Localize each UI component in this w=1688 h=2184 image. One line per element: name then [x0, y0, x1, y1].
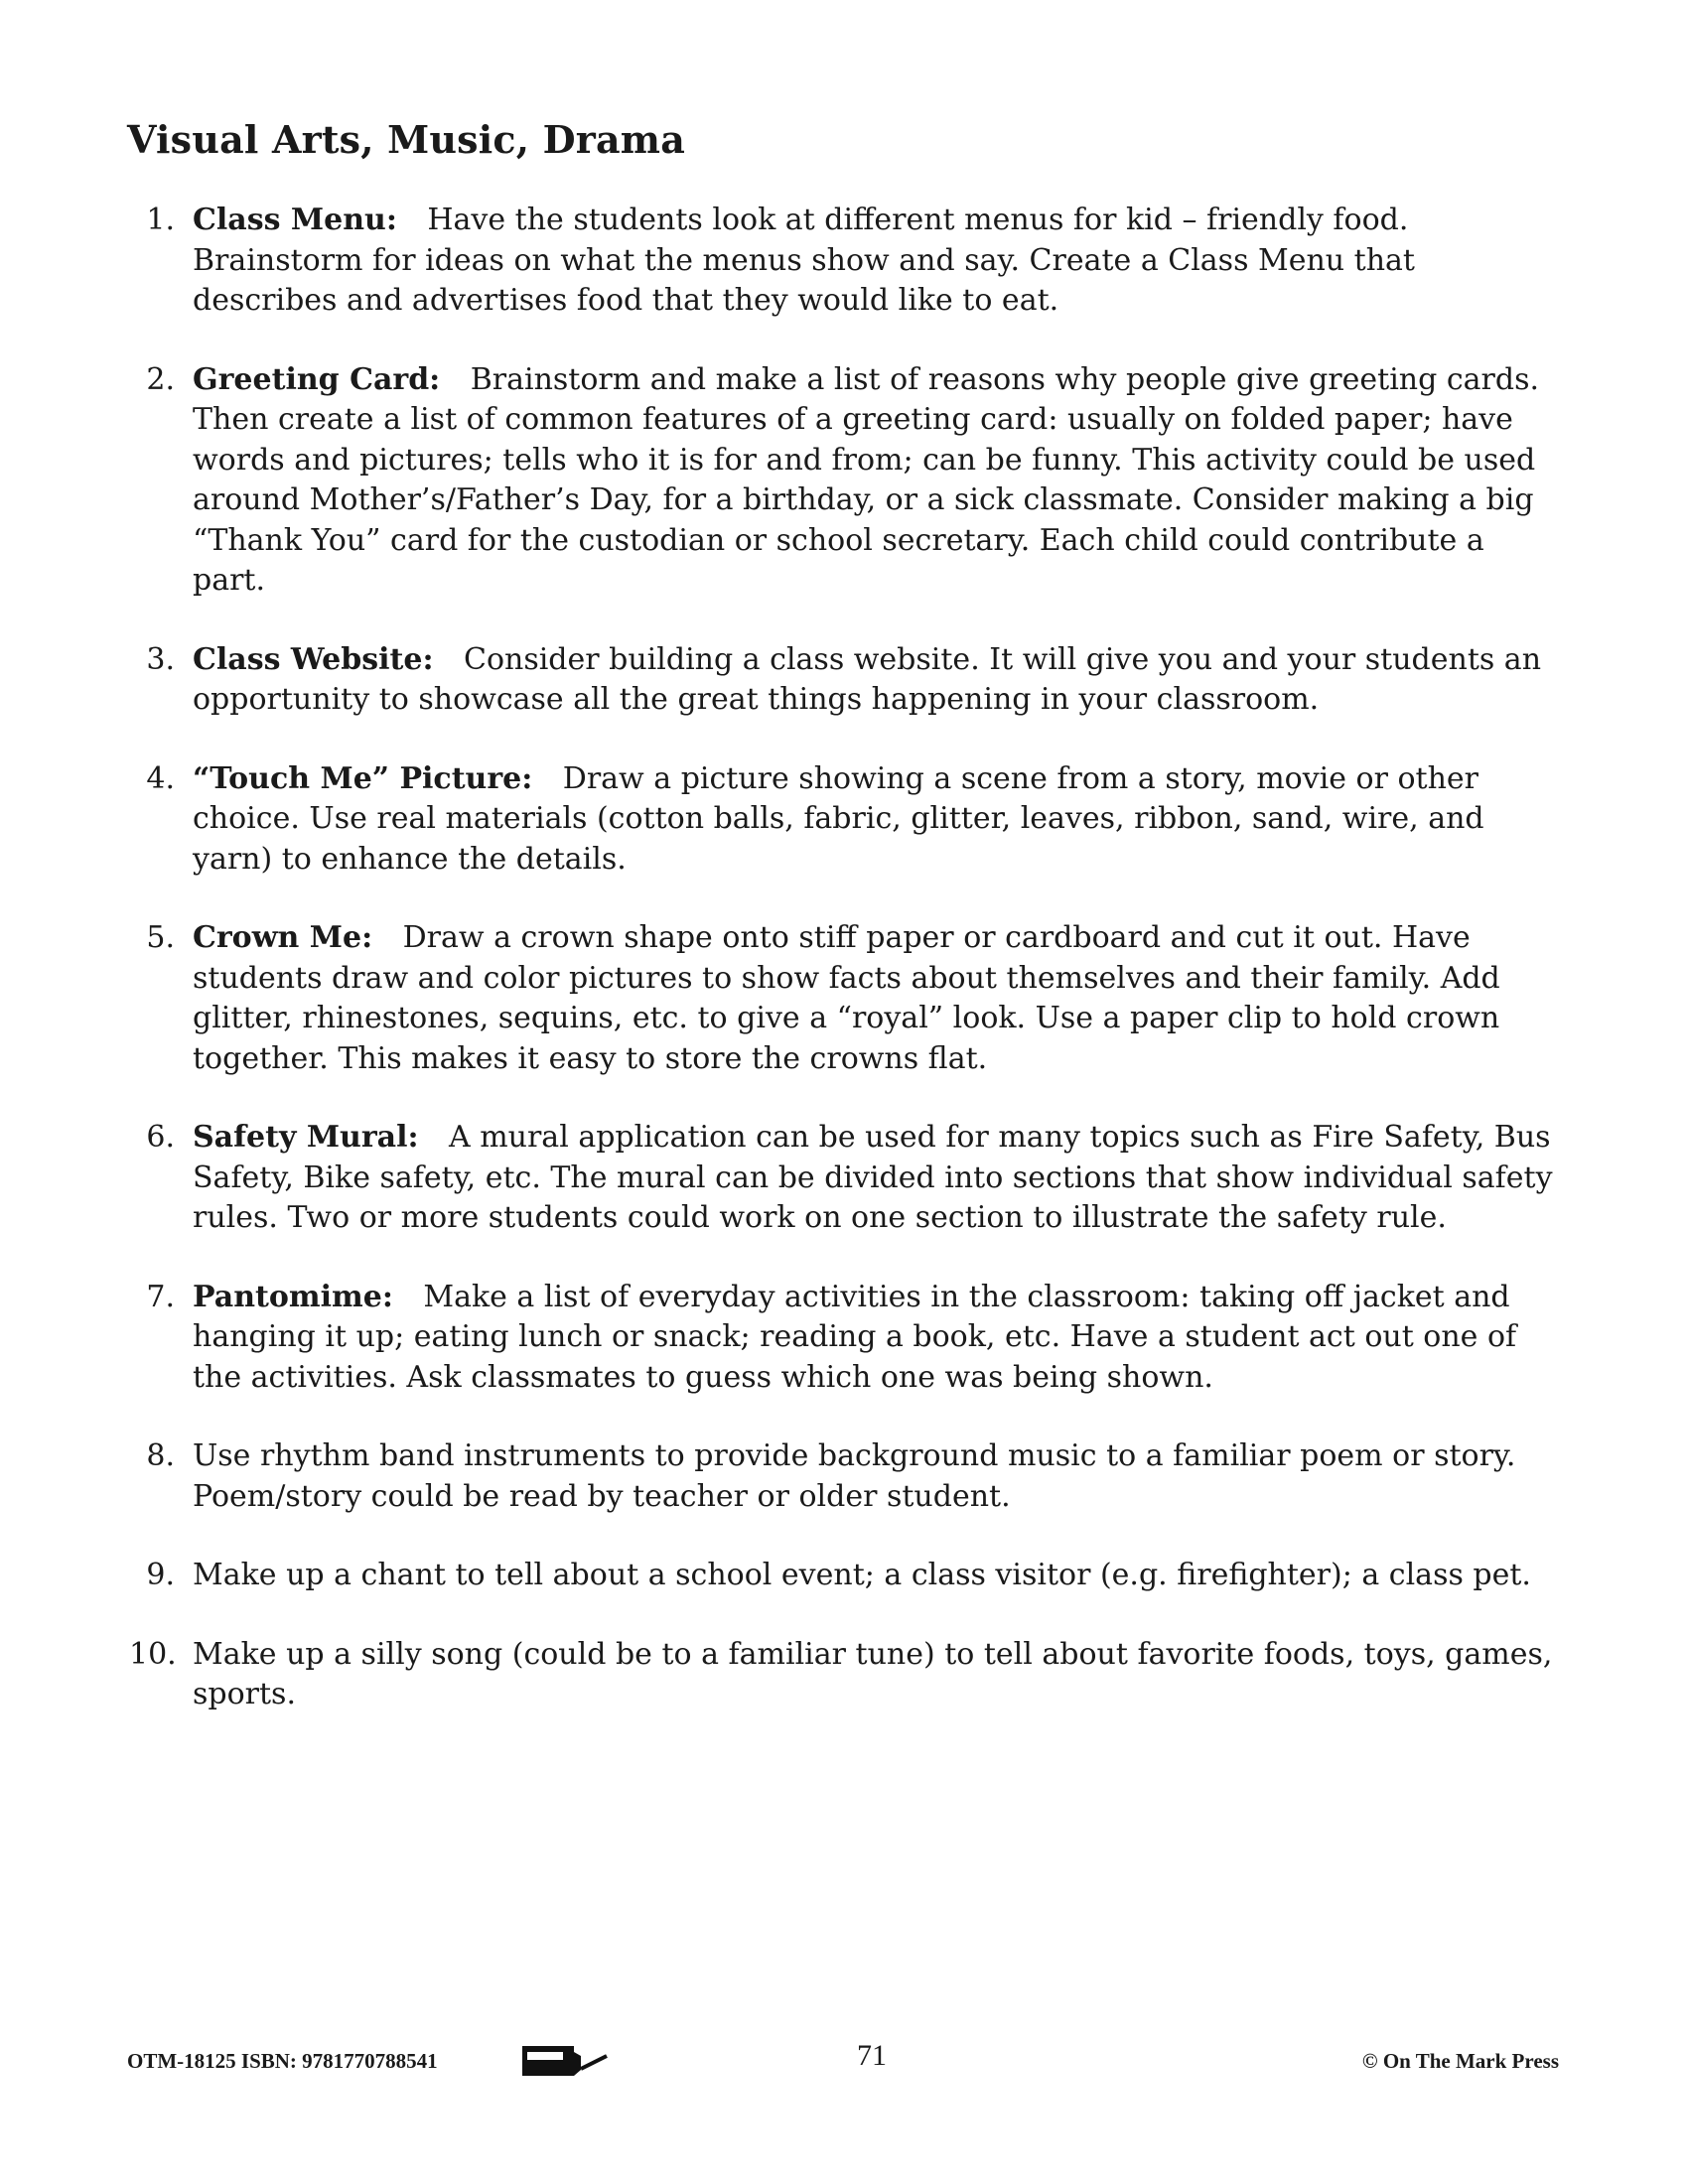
list-item — [129, 640, 1564, 721]
isbn-code: OTM-18125 ISBN: 9781770788541 — [127, 2049, 438, 2073]
list-item — [129, 1118, 1564, 1239]
item-text: A mural application can be used for many topics such as Fire Safety, Bus Safety, Bike safety, etc. The mural can be divided into sections that show individual safety rules. Two or more students could work on one section to illustrate the safety rule. — [193, 1120, 1553, 1235]
item-title: Crown Me: — [193, 920, 394, 955]
item-title: Class Menu: — [193, 203, 418, 237]
item-number: 4. — [146, 760, 175, 796]
item-number: 2. — [146, 361, 175, 397]
item-text: Make a list of everyday activities in the classroom: taking off jacket and hanging it up; eating lunch or snack; reading a book, etc. Have a student act out one of the activities. Ask classmates to guess which one was being shown. — [193, 1279, 1517, 1395]
item-text: Consider building a class website. It will give you and your students an opportunity to showcase all the great things happening in your classroom. — [193, 641, 1542, 717]
item-title: Greeting Card: — [193, 361, 462, 397]
item-number: 8. — [146, 1438, 175, 1473]
item-number: 5. — [146, 920, 175, 955]
item-text: Brainstorm and make a list of reasons why people give greeting cards. Then create a list of common features of a greeting card: usually on folded paper; have words and pictures; tells who it is for and from; can be funny. This activity could be used around Mother’s/Father’s Day, for a birthday, or a sick classmate. Consider making a big “Thank You” card for the custodian or school secretary. Each child could contribute a part. — [193, 361, 1540, 598]
item-number: 10. — [129, 1636, 177, 1672]
item-text: Make up a silly song (could be to a familiar tune) to tell about favorite foods, toys, games, sports. — [193, 1636, 1553, 1711]
page-number: 71 — [857, 2039, 887, 2072]
item-title: Class Website: — [193, 641, 455, 677]
item-number: 7. — [146, 1279, 175, 1314]
page-title: Visual Arts, Music, Drama — [127, 117, 686, 162]
item-number: 6. — [146, 1120, 175, 1155]
list-item — [129, 1635, 1564, 1715]
item-text: Make up a chant to tell about a school event; a class visitor (e.g. firefighter); a class pet. — [193, 1558, 1531, 1592]
list-item — [129, 918, 1564, 1079]
item-title: Pantomime: — [193, 1279, 414, 1314]
list-item — [129, 360, 1564, 602]
page-footer — [127, 2039, 1559, 2079]
list-item — [129, 1436, 1564, 1517]
list-item — [129, 201, 1564, 322]
item-text: Draw a crown shape onto stiff paper or cardboard and cut it out. Have students draw and color pictures to show facts about themselves and their family. Add glitter, rhinestones, sequins, etc. to give a “royal” look. Use a paper clip to hold crown together. This makes it easy to store the crowns flat. — [193, 920, 1500, 1076]
item-text: Draw a picture showing a scene from a story, movie or other choice. Use real materials (cotton balls, fabric, glitter, leaves, ribbon, sand, wire, and yarn) to enhance the details. — [193, 760, 1484, 877]
item-number: 1. — [146, 203, 175, 237]
item-text: Use rhythm band instruments to provide background music to a familiar poem or story. Poem/story could be read by teacher or older student. — [193, 1438, 1516, 1514]
copyright: © On The Mark Press — [1361, 2049, 1559, 2073]
list-item — [129, 1278, 1564, 1399]
item-number: 9. — [146, 1558, 175, 1592]
item-title: “Touch Me” Picture: — [193, 760, 554, 796]
item-number: 3. — [146, 641, 175, 677]
list-item — [129, 1556, 1564, 1596]
activity-list — [129, 201, 1564, 1754]
item-text: Have the students look at different menus for kid – friendly food. Brainstorm for ideas on what the menus show and say. Create a Class Menu that describes and advertises food that they would like to eat. — [193, 203, 1415, 318]
list-item — [129, 759, 1564, 881]
item-title: Safety Mural: — [193, 1120, 440, 1155]
publisher-logo-icon — [519, 2039, 619, 2083]
